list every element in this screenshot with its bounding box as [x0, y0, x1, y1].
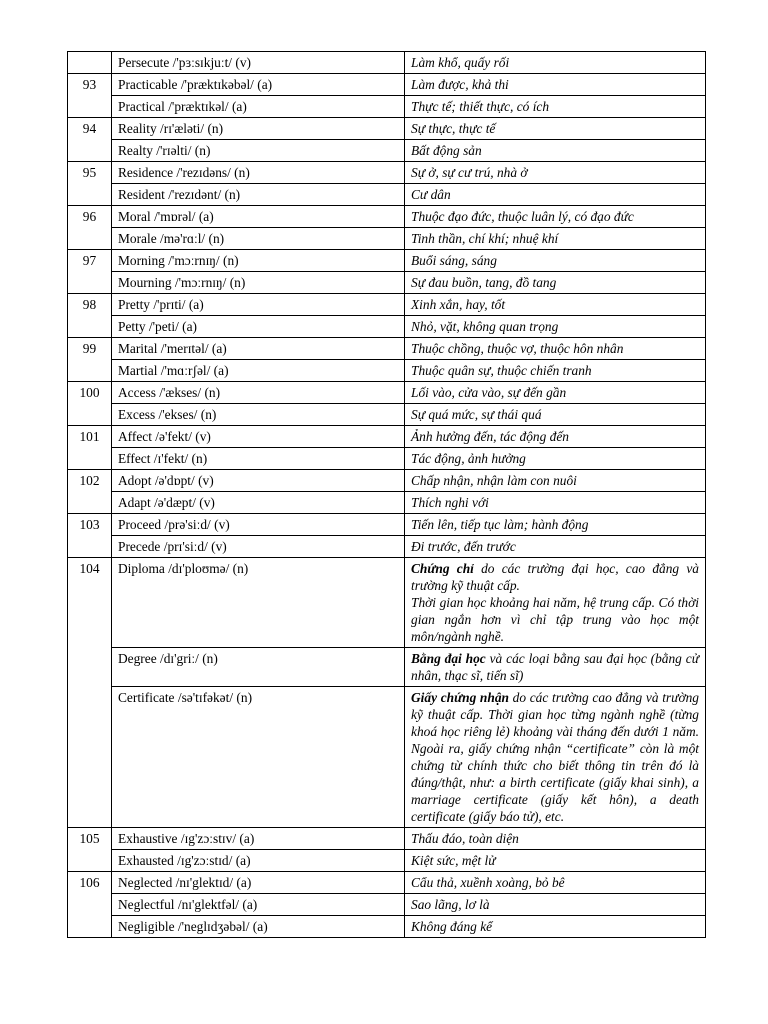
table-row [68, 316, 706, 338]
word-cell: Adapt /ə'dæpt/ (v) [112, 492, 405, 514]
meaning-cell: Thấu đáo, toàn diện [405, 828, 706, 850]
table-row [68, 492, 706, 514]
meaning-cell: Thuộc đạo đức, thuộc luân lý, có đạo đức [405, 206, 706, 228]
table-row [68, 272, 706, 294]
word-cell: Reality /rɪ'æləti/ (n) [112, 118, 405, 140]
meaning-text: do các trường đại học, cao đẳng và trường kỹ thuật cấp. [411, 561, 699, 593]
table-row [68, 470, 706, 492]
word-cell: Moral /'mɒrəl/ (a) [112, 206, 405, 228]
table-row [68, 894, 706, 916]
meaning-cell: Làm được, khả thi [405, 74, 706, 96]
table-row [68, 687, 706, 828]
table-row [68, 536, 706, 558]
table-body-top [68, 52, 706, 558]
meaning-cell [405, 687, 706, 828]
word-cell: Adopt /ə'dɒpt/ (v) [112, 470, 405, 492]
meaning-cell: Làm khổ, quấy rối [405, 52, 706, 74]
meaning-cell: Lối vào, cửa vào, sự đến gần [405, 382, 706, 404]
meaning-text: và các loại bằng sau đại học (bằng cử nhân, thạc sĩ, tiến sĩ) [411, 651, 699, 683]
word-cell: Pretty /'prɪti/ (a) [112, 294, 405, 316]
table-row [68, 162, 706, 184]
table-row [68, 916, 706, 938]
row-number [68, 52, 112, 74]
table-row [68, 648, 706, 687]
table-row [68, 96, 706, 118]
meaning-cell: Sự thực, thực tế [405, 118, 706, 140]
word-cell: Practical /'præktɪkəl/ (a) [112, 96, 405, 118]
meaning-cell: Kiệt sức, mệt lử [405, 850, 706, 872]
table-row [68, 250, 706, 272]
vocabulary-table [67, 51, 706, 938]
table-row [68, 850, 706, 872]
table-row [68, 184, 706, 206]
word-cell: Mourning /'mɔːrnɪŋ/ (n) [112, 272, 405, 294]
table-row [68, 338, 706, 360]
meaning-cell: Sự đau buồn, tang, đồ tang [405, 272, 706, 294]
row-number: 106 [68, 872, 112, 938]
meaning-cell: Thuộc chồng, thuộc vợ, thuộc hôn nhân [405, 338, 706, 360]
meaning-cell: Xinh xắn, hay, tốt [405, 294, 706, 316]
word-cell: Marital /'merɪtəl/ (a) [112, 338, 405, 360]
word-cell: Negligible /'neglɪdʒəbəl/ (a) [112, 916, 405, 938]
table-row [68, 118, 706, 140]
word-cell: Access /'ækses/ (n) [112, 382, 405, 404]
meaning-paragraph: Thời gian học khoảng hai năm, hệ trung cấp. Có thời gian ngắn hơn vì chỉ tập trung vào học một môn/ngành nghề. [411, 595, 699, 644]
meaning-cell: Sự ở, sự cư trú, nhà ở [405, 162, 706, 184]
meaning-cell: Sự quá mức, sự thái quá [405, 404, 706, 426]
table-row [68, 426, 706, 448]
table-row [68, 558, 706, 648]
row-number: 98 [68, 294, 112, 338]
meaning-cell: Bất động sản [405, 140, 706, 162]
meaning-cell: Đi trước, đến trước [405, 536, 706, 558]
table-row [68, 140, 706, 162]
word-cell: Practicable /'præktɪkəbəl/ (a) [112, 74, 405, 96]
meaning-cell [405, 648, 706, 687]
word-cell: Effect /ɪ'fekt/ (n) [112, 448, 405, 470]
table-row [68, 448, 706, 470]
word-cell: Excess /'ekses/ (n) [112, 404, 405, 426]
row-number: 102 [68, 470, 112, 514]
row-number: 105 [68, 828, 112, 872]
meaning-cell: Ảnh hưởng đến, tác động đến [405, 426, 706, 448]
table-row [68, 382, 706, 404]
row-number: 104 [68, 558, 112, 828]
row-number: 103 [68, 514, 112, 558]
meaning-paragraph [411, 560, 699, 594]
table-row [68, 514, 706, 536]
row-number: 95 [68, 162, 112, 206]
word-cell: Degree /dɪ'griː/ (n) [112, 648, 405, 687]
meaning-cell: Tiến lên, tiếp tục làm; hành động [405, 514, 706, 536]
word-cell: Morale /mə'rɑːl/ (n) [112, 228, 405, 250]
row-number: 99 [68, 338, 112, 382]
row-number: 93 [68, 74, 112, 118]
table-row [68, 228, 706, 250]
word-cell: Resident /'rezɪdənt/ (n) [112, 184, 405, 206]
row-number: 96 [68, 206, 112, 250]
row-number: 101 [68, 426, 112, 470]
word-cell: Precede /prɪ'siːd/ (v) [112, 536, 405, 558]
word-cell: Proceed /prə'siːd/ (v) [112, 514, 405, 536]
meaning-cell: Tác động, ảnh hưởng [405, 448, 706, 470]
table-row [68, 206, 706, 228]
table-row [68, 294, 706, 316]
word-cell: Morning /'mɔːrnɪŋ/ (n) [112, 250, 405, 272]
meaning-cell: Sao lãng, lơ là [405, 894, 706, 916]
meaning-text: do các trường cao đẳng và trường kỹ thuật cấp. Thời gian học từng ngành nghề (từng khoá học riêng lẻ) khoảng vài tháng đến dưới 1 năm. Ngoài ra, giấy chứng nhận “certificate” còn là một chứng từ chính thức cho biết thông tin trên đó là đúng/thật, như: a birth certificate (giấy khai sinh), a marriage certificate (giấy kết hôn), a death certificate (giấy báo tử), etc. [411, 690, 699, 824]
word-cell: Neglected /nɪ'glektɪd/ (a) [112, 872, 405, 894]
meaning-cell: Buổi sáng, sáng [405, 250, 706, 272]
word-cell: Residence /'rezɪdəns/ (n) [112, 162, 405, 184]
row-number: 100 [68, 382, 112, 426]
table-row [68, 404, 706, 426]
table-row [68, 52, 706, 74]
word-cell: Petty /'peti/ (a) [112, 316, 405, 338]
table-body-104 [68, 558, 706, 828]
table-row [68, 360, 706, 382]
meaning-cell: Cẩu thả, xuềnh xoàng, bỏ bê [405, 872, 706, 894]
word-cell: Persecute /'pɜːsɪkjuːt/ (v) [112, 52, 405, 74]
meaning-bold-term: Giấy chứng nhận [411, 690, 509, 705]
meaning-cell: Thích nghi với [405, 492, 706, 514]
row-number: 97 [68, 250, 112, 294]
meaning-cell: Nhỏ, vặt, không quan trọng [405, 316, 706, 338]
word-cell: Affect /ə'fekt/ (v) [112, 426, 405, 448]
meaning-cell: Không đáng kể [405, 916, 706, 938]
table-row [68, 872, 706, 894]
word-cell: Neglectful /nɪ'glektfəl/ (a) [112, 894, 405, 916]
meaning-cell: Thực tế; thiết thực, có ích [405, 96, 706, 118]
word-cell: Exhausted /ɪg'zɔːstɪd/ (a) [112, 850, 405, 872]
word-cell: Diploma /dɪ'ploʊmə/ (n) [112, 558, 405, 648]
row-number: 94 [68, 118, 112, 162]
word-cell: Realty /'rɪəlti/ (n) [112, 140, 405, 162]
meaning-cell: Thuộc quân sự, thuộc chiến tranh [405, 360, 706, 382]
meaning-cell: Tinh thần, chí khí; nhuệ khí [405, 228, 706, 250]
table-row [68, 828, 706, 850]
table-row [68, 74, 706, 96]
meaning-bold-term: Chứng chỉ [411, 561, 474, 576]
table-body-bottom [68, 828, 706, 938]
meaning-cell: Chấp nhận, nhận làm con nuôi [405, 470, 706, 492]
word-cell: Martial /'mɑːrʃəl/ (a) [112, 360, 405, 382]
word-cell: Exhaustive /ɪg'zɔːstɪv/ (a) [112, 828, 405, 850]
meaning-bold-term: Bằng đại học [411, 651, 486, 666]
meaning-cell [405, 558, 706, 648]
meaning-cell: Cư dân [405, 184, 706, 206]
word-cell: Certificate /sə'tɪfəkət/ (n) [112, 687, 405, 828]
